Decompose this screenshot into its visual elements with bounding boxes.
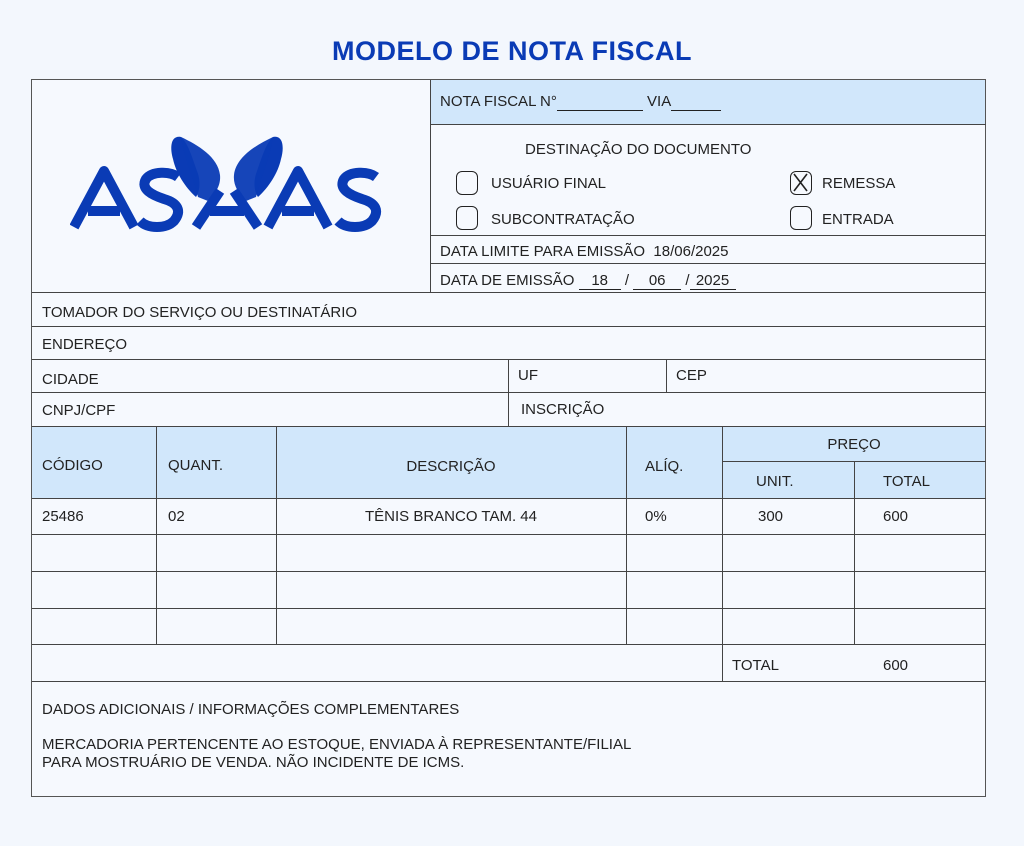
divider — [32, 644, 986, 645]
nota-fiscal-number-input[interactable] — [557, 93, 643, 111]
grand-total-value: 600 — [883, 657, 909, 674]
checkbox-remessa[interactable] — [790, 171, 812, 195]
divider — [32, 326, 986, 327]
adicionais-title: DADOS ADICIONAIS / INFORMAÇÕES COMPLEMENTARES — [42, 701, 460, 718]
adicionais-line-1[interactable]: MERCADORIA PERTENCENTE AO ESTOQUE, ENVIADA À REPRESENTANTE/FILIAL — [42, 736, 632, 753]
grand-total-label: TOTAL — [732, 657, 779, 674]
table-row-2[interactable] — [32, 572, 986, 607]
inscricao-field[interactable]: INSCRIÇÃO — [521, 401, 605, 418]
adicionais-line-2[interactable]: PARA MOSTRUÁRIO DE VENDA. NÃO INCIDENTE DE ICMS. — [42, 754, 465, 771]
divider — [32, 498, 986, 499]
row-0-aliq[interactable]: 0% — [645, 508, 667, 525]
divider — [430, 235, 986, 236]
data-emissao-field[interactable]: DATA DE EMISSÃO 18 / 06 / 2025 — [440, 272, 736, 290]
divider — [430, 124, 986, 125]
divider — [666, 359, 667, 392]
divider — [32, 359, 986, 360]
data-limite-value: 18/06/2025 — [653, 243, 729, 260]
data-emissao-day[interactable]: 18 — [579, 272, 621, 290]
header-aliq: ALÍQ. — [645, 458, 684, 475]
data-emissao-year[interactable]: 2025 — [690, 272, 736, 290]
header-unit: UNIT. — [756, 473, 794, 490]
label-usuario-final: USUÁRIO FINAL — [491, 175, 607, 192]
cidade-field[interactable]: CIDADE — [42, 371, 99, 388]
cep-field[interactable]: CEP — [676, 367, 707, 384]
divider — [32, 681, 986, 682]
page-title: MODELO DE NOTA FISCAL — [332, 36, 692, 66]
checkbox-entrada[interactable] — [790, 206, 812, 230]
destinacao-title: DESTINAÇÃO DO DOCUMENTO — [525, 141, 752, 158]
label-remessa: REMESSA — [822, 175, 896, 192]
data-emissao-month[interactable]: 06 — [633, 272, 681, 290]
header-quant: QUANT. — [168, 457, 224, 474]
endereco-field[interactable]: ENDEREÇO — [42, 336, 128, 353]
via-input[interactable] — [671, 93, 721, 111]
checkbox-usuario-final[interactable] — [456, 171, 478, 195]
header-preco: PREÇO — [827, 436, 881, 453]
header-descricao: DESCRIÇÃO — [406, 458, 496, 475]
checkbox-subcontratacao[interactable] — [456, 206, 478, 230]
row-0-quant[interactable]: 02 — [168, 508, 185, 525]
data-limite-field: DATA LIMITE PARA EMISSÃO 18/06/2025 — [440, 243, 729, 260]
row-0-unit[interactable]: 300 — [758, 508, 784, 525]
header-total: TOTAL — [883, 473, 930, 490]
asaas-logo — [70, 135, 390, 235]
table-row-1[interactable] — [32, 535, 986, 570]
divider — [32, 426, 986, 427]
label-entrada: ENTRADA — [822, 211, 894, 228]
table-row-3[interactable] — [32, 609, 986, 644]
label-subcontratacao: SUBCONTRATAÇÃO — [491, 211, 635, 228]
divider — [32, 392, 986, 393]
cnpj-cpf-field[interactable]: CNPJ/CPF — [42, 402, 116, 419]
row-0-total[interactable]: 600 — [883, 508, 909, 525]
nota-fiscal-number-field[interactable]: NOTA FISCAL N° VIA — [440, 93, 721, 111]
divider — [32, 292, 986, 293]
header-codigo: CÓDIGO — [42, 457, 103, 474]
tomador-field[interactable]: TOMADOR DO SERVIÇO OU DESTINATÁRIO — [42, 304, 358, 321]
row-0-descricao[interactable]: TÊNIS BRANCO TAM. 44 — [365, 508, 537, 525]
invoice-form — [31, 79, 986, 797]
divider — [430, 263, 986, 264]
uf-field[interactable]: UF — [518, 367, 538, 384]
row-0-codigo[interactable]: 25486 — [42, 508, 84, 525]
wings-icon — [70, 135, 390, 235]
checkmark-x-icon — [791, 172, 810, 193]
